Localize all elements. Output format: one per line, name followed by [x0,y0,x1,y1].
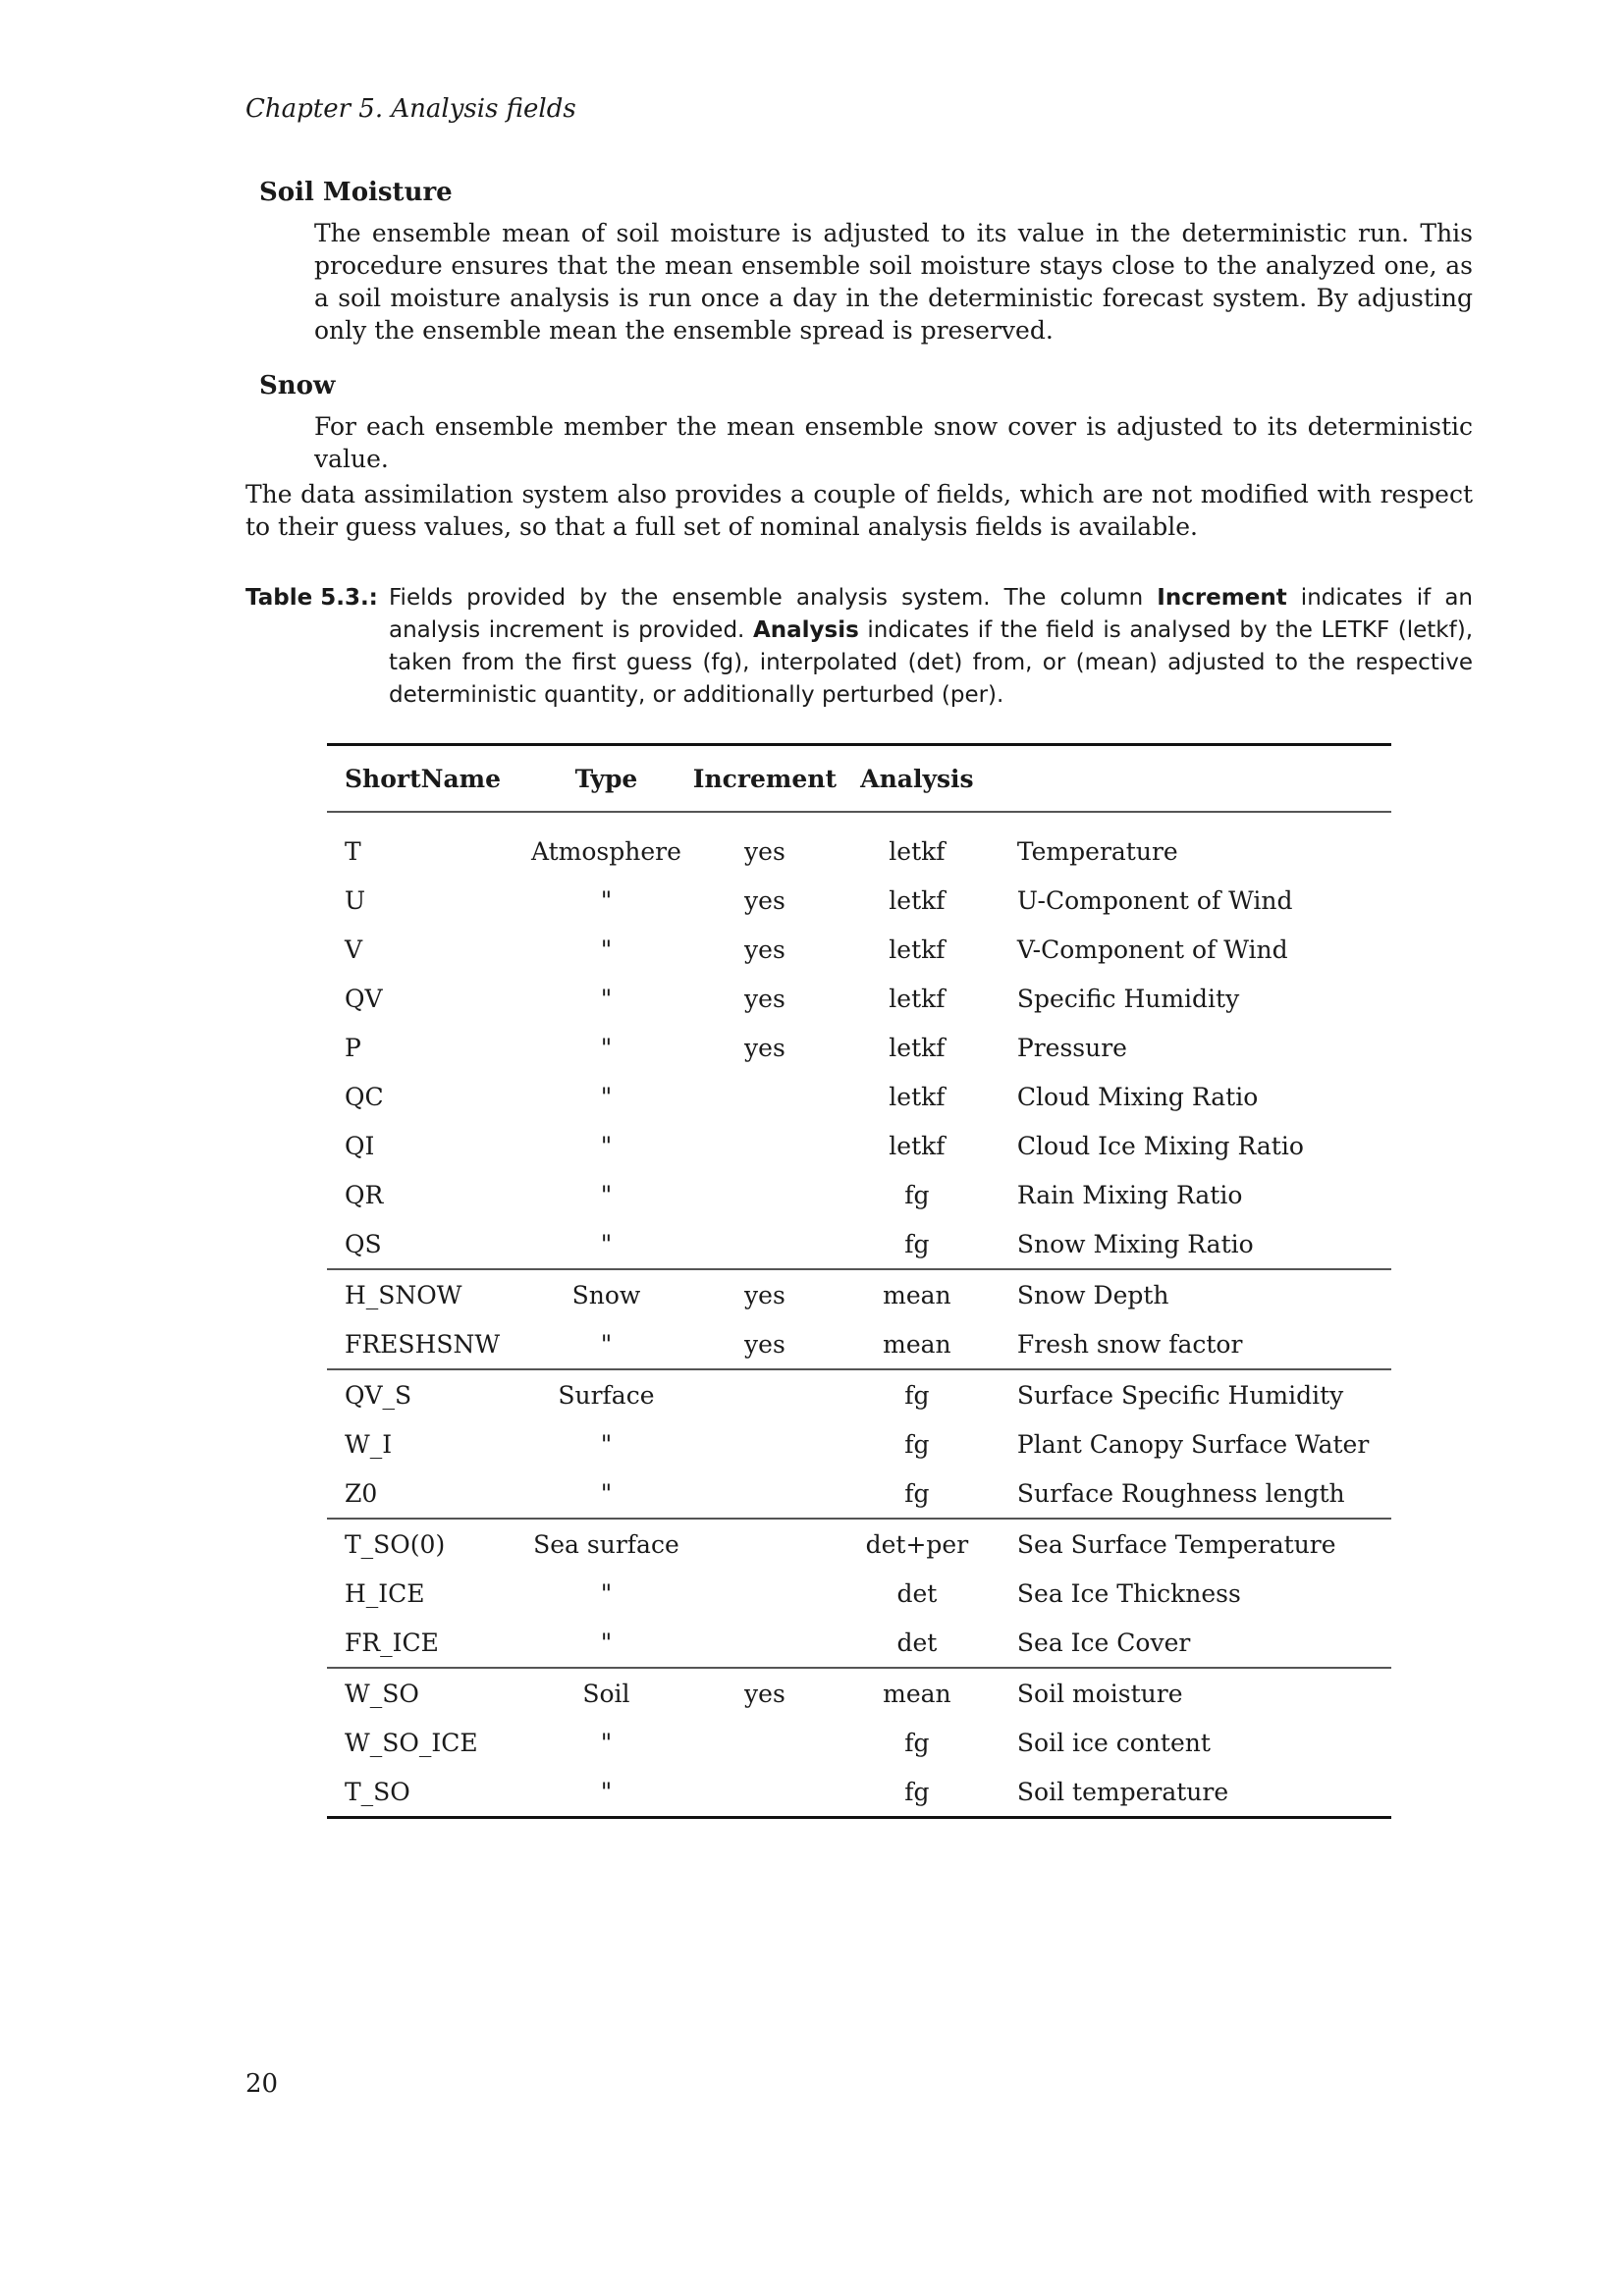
cell-type: " [600,1728,613,1757]
cell-shortname: QR [345,1180,384,1209]
body-paragraph: The data assimilation system also provides a couple of fields, which are not modified with respect to their guess values, so that a full set of nominal analysis fields is available. [245,480,1473,541]
fields-table [327,743,1391,1819]
cell-shortname: T_SO [345,1777,410,1806]
cell-shortname: W_I [345,1429,393,1459]
cell-type: Surface [558,1380,655,1410]
caption-part: indicates if the field is analysed by the LETKF (letkf), taken from the first guess (fg), interpolated (det) from, or (mean) adjusted to the respective deterministic quantity, or additionally perturbed (per). [389,617,1474,708]
cell-type: " [600,1429,613,1459]
table-row [327,1668,1391,1718]
table-row [327,1767,1391,1818]
cell-description: Soil moisture [1016,1679,1183,1708]
cell-analysis: mean [848,1319,986,1369]
cell-increment: yes [744,934,785,964]
cell-increment [681,1767,848,1818]
caption-text [389,582,1473,712]
cell-type: Soil [582,1679,630,1708]
cell-shortname: H_SNOW [345,1280,462,1309]
cell-description: Snow Depth [1016,1280,1169,1309]
cell-shortname: U [345,885,366,915]
cell-shortname: QV_S [345,1380,412,1410]
cell-increment [681,1170,848,1219]
cell-description: Sea Ice Cover [986,1618,1391,1668]
caption-label: Table 5.3.: [245,585,378,611]
cell-description: V-Component of Wind [1016,934,1288,964]
table-header-row [327,745,1391,813]
cell-analysis: det [896,1578,938,1608]
cell-description: Surface Roughness length [986,1468,1391,1519]
cell-analysis: letkf [889,885,946,915]
table-row [327,1269,1391,1319]
cell-increment [681,1569,848,1618]
cell-increment: yes [744,1033,785,1062]
cell-shortname: QC [345,1082,384,1111]
cell-type: Sea surface [533,1529,679,1559]
running-header: Chapter 5. Analysis fields [245,94,576,124]
table-row [327,1718,1391,1767]
section-body: The ensemble mean of soil moisture is adjusted to its value in the deterministic run. This procedure ensures that the mean ensemble soil moisture stays close to the analyzed one, as a soil moisture analysis is run once a day in the deterministic forecast system. By adjusting only the ensemble mean the ensemble spread is preserved. [314,219,1473,345]
page-number: 20 [245,2069,279,2099]
cell-type: " [600,1033,613,1062]
cell-description: Snow Mixing Ratio [986,1219,1391,1269]
cell-description: Plant Canopy Surface Water [1016,1429,1370,1459]
cell-description: Cloud Mixing Ratio [1016,1082,1259,1111]
caption-bold: Analysis [752,617,859,643]
header-analysis: Analysis [848,745,986,813]
cell-analysis: fg [904,1380,930,1410]
section-soil-moisture [245,178,1473,347]
caption-part: Fields provided by the ensemble analysis system. The column [389,585,1158,611]
cell-description: Temperature [1016,836,1178,866]
cell-description: Soil ice content [1016,1728,1211,1757]
cell-analysis: letkf [889,836,946,866]
cell-shortname: T_SO(0) [345,1529,446,1559]
table-row [327,1023,1391,1072]
cell-type: " [600,934,613,964]
cell-description: Cloud Ice Mixing Ratio [1016,1131,1304,1160]
cell-increment [681,1219,848,1269]
section-body: For each ensemble member the mean ensemble snow cover is adjusted to its deterministic value. [314,412,1473,473]
cell-shortname: H_ICE [345,1578,425,1608]
cell-description: U-Component of Wind [1016,885,1293,915]
cell-increment [681,1618,848,1668]
cell-analysis: fg [904,1180,930,1209]
cell-increment [681,1718,848,1767]
cell-analysis: mean [883,1280,951,1309]
cell-type: " [531,1468,681,1519]
table-row [327,974,1391,1023]
cell-analysis: fg [904,1728,930,1757]
cell-analysis: det+per [865,1529,969,1559]
cell-analysis: det [848,1618,986,1668]
table-row [327,1569,1391,1618]
cell-type: Atmosphere [531,836,681,866]
cell-type: " [600,1180,613,1209]
cell-type: " [600,1578,613,1608]
header-shortname: ShortName [327,745,531,813]
cell-description: Sea Ice Thickness [1016,1578,1241,1608]
table-row [327,1219,1391,1269]
cell-increment [681,1519,848,1569]
table-row [327,812,1391,876]
cell-analysis: letkf [889,1033,946,1062]
cell-increment [681,1468,848,1519]
cell-analysis: fg [904,1777,930,1806]
cell-shortname: FRESHSNW [327,1319,531,1369]
cell-type: " [600,1777,613,1806]
cell-shortname: T [345,836,361,866]
cell-description: Soil temperature [1016,1777,1229,1806]
cell-increment [681,1369,848,1419]
cell-analysis: letkf [889,934,946,964]
table-row [327,1369,1391,1419]
section-snow [245,371,1473,475]
cell-type: " [531,1618,681,1668]
table-row [327,1519,1391,1569]
table-row [327,925,1391,974]
cell-analysis: letkf [889,1082,946,1111]
cell-increment: yes [744,1679,785,1708]
cell-shortname: QV [345,984,383,1013]
header-increment: Increment [681,745,848,813]
cell-analysis: fg [904,1429,930,1459]
cell-increment: yes [744,836,785,866]
table-body [327,812,1391,1818]
cell-shortname: FR_ICE [327,1618,531,1668]
caption-part: indicates if an analysis increment is provided. [389,585,1473,643]
cell-description: Pressure [1016,1033,1127,1062]
cell-increment: yes [744,885,785,915]
cell-shortname: V [345,934,363,964]
cell-increment [681,1121,848,1170]
table-caption [245,582,1473,712]
cell-shortname: QI [345,1131,375,1160]
table-row [327,1072,1391,1121]
header-type: Type [531,745,681,813]
cell-description: Surface Specific Humidity [1016,1380,1344,1410]
table-row [327,1170,1391,1219]
section-title: Snow [259,371,336,400]
cell-increment: yes [744,1280,785,1309]
cell-analysis: letkf [889,1131,946,1160]
cell-type: " [600,885,613,915]
cell-description: Sea Surface Temperature [1016,1529,1336,1559]
header-description [986,745,1391,813]
cell-type: " [531,1219,681,1269]
cell-analysis: mean [883,1679,951,1708]
table-row [327,1319,1391,1369]
table-row [327,1618,1391,1668]
cell-increment [681,1072,848,1121]
caption-bold: Increment [1157,585,1287,611]
table-row [327,876,1391,925]
section-title: Soil Moisture [259,178,453,207]
cell-analysis: fg [848,1468,986,1519]
cell-shortname: W_SO_ICE [345,1728,478,1757]
cell-description: Rain Mixing Ratio [1016,1180,1243,1209]
cell-increment: yes [681,1319,848,1369]
cell-shortname: W_SO [345,1679,419,1708]
table-row [327,1121,1391,1170]
cell-increment [681,1419,848,1468]
cell-shortname: QS [327,1219,531,1269]
cell-description: Fresh snow factor [986,1319,1391,1369]
cell-shortname: P [345,1033,361,1062]
cell-shortname: Z0 [327,1468,531,1519]
cell-analysis: letkf [889,984,946,1013]
table-row [327,1468,1391,1519]
cell-type: Snow [571,1280,641,1309]
cell-analysis: fg [848,1219,986,1269]
cell-type: " [600,1082,613,1111]
cell-type: " [600,1131,613,1160]
cell-type: " [531,1319,681,1369]
table-row [327,1419,1391,1468]
cell-description: Specific Humidity [1016,984,1240,1013]
cell-increment: yes [744,984,785,1013]
cell-type: " [600,984,613,1013]
